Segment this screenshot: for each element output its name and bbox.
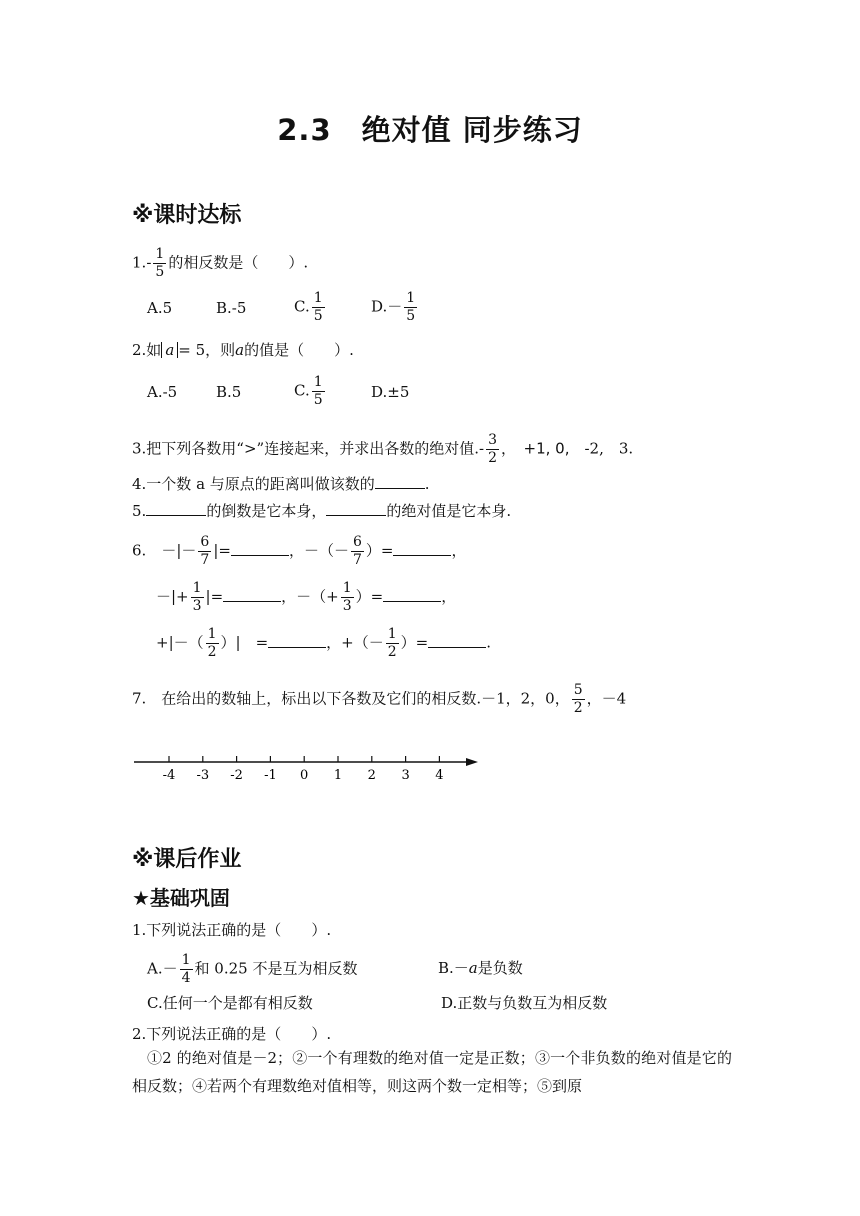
expression: ）= [365, 541, 394, 560]
fraction-denominator: 7 [352, 552, 362, 568]
option-label: A.－ [147, 959, 178, 978]
question-text: ，－4 [586, 689, 627, 708]
fraction [206, 626, 219, 661]
tick-label: -2 [230, 768, 243, 783]
homework-1-option-b [438, 958, 523, 978]
punctuation: ， [451, 541, 467, 560]
fraction [486, 432, 499, 467]
tick-label: 1 [333, 768, 343, 783]
fraction [153, 246, 166, 281]
option-label: C. [294, 297, 310, 316]
fraction-numerator: 1 [342, 580, 352, 596]
tick-label: 3 [401, 768, 410, 783]
tick-label: 4 [435, 768, 444, 783]
section-heading-class-goals: ※课时达标 [132, 203, 242, 228]
punctuation: . [486, 633, 492, 652]
option-a: A.5 [147, 299, 173, 317]
tick-label: -1 [264, 768, 277, 783]
question-5 [132, 501, 511, 521]
fraction-denominator: 2 [207, 644, 217, 660]
answer-blank[interactable] [326, 501, 386, 516]
question-6-row-1 [132, 534, 466, 569]
option-text: 和 0.25 不是互为相反数 [194, 959, 358, 978]
fraction [180, 952, 193, 987]
homework-1-option-d: D.正数与负数互为相反数 [441, 994, 608, 1012]
tick-label: 2 [367, 768, 376, 783]
answer-blank[interactable] [146, 501, 206, 516]
fraction [312, 290, 325, 325]
homework-1-option-c: C.任何一个是都有相反数 [147, 994, 313, 1012]
option-label: B.－ [438, 959, 469, 977]
fraction-numerator: 1 [313, 290, 323, 306]
fraction-numerator: 1 [181, 952, 191, 968]
homework-2-statements: ①2 的绝对值是－2；②一个有理数的绝对值一定是正数；③一个非负数的绝对值是它的相反数；④若两个有理数绝对值相等，则这两个数一定相等；⑤到原 [132, 1049, 732, 1095]
question-number: 1. [132, 253, 147, 272]
question-text: 2.如 [132, 341, 162, 359]
homework-question-1: 1.下列说法正确的是（ ）. [132, 921, 332, 939]
expression: －|+ [156, 587, 189, 606]
homework-question-2: 2.下列说法正确的是（ ）. [132, 1025, 332, 1043]
answer-blank[interactable] [223, 587, 281, 602]
question-text: 3.把下列各数用“>”连接起来，并求出各数的绝对值. [132, 439, 479, 458]
expression: +|－（ [156, 633, 204, 652]
absolute-value-variable: a [161, 342, 178, 358]
minus-sign: - [146, 253, 152, 272]
option-d [371, 290, 419, 325]
variable: a [468, 959, 478, 977]
question-2 [132, 340, 354, 360]
fraction-numerator: 1 [313, 374, 323, 390]
question-text: ，则 [205, 341, 236, 359]
question-text: . [424, 475, 430, 493]
answer-blank[interactable] [268, 633, 326, 648]
question-6-row-2 [156, 580, 456, 615]
fraction-denominator: 2 [387, 644, 397, 660]
fraction-denominator: 5 [406, 308, 416, 324]
number-line-arrow-icon [466, 758, 478, 766]
number-line-ticks [163, 756, 444, 783]
tick-label: -3 [196, 768, 210, 783]
fraction-denominator: 4 [181, 970, 191, 986]
fraction-denominator: 2 [573, 700, 583, 716]
variable: a [235, 341, 245, 359]
answer-blank[interactable] [428, 633, 486, 648]
expression: －|－ [161, 541, 197, 560]
fraction [191, 580, 204, 615]
expression: ，－（+ [281, 587, 339, 606]
fraction-numerator: 1 [387, 626, 397, 642]
option-d: D.±5 [371, 383, 410, 401]
answer-blank[interactable] [231, 541, 289, 556]
homework-1-option-a [147, 952, 357, 987]
fraction-numerator: 1 [406, 290, 416, 306]
question-1 [132, 246, 308, 281]
equation: = 5 [178, 341, 206, 359]
option-label: C. [294, 381, 310, 400]
fraction [572, 682, 585, 717]
fraction-numerator: 1 [155, 246, 165, 262]
option-a: A.-5 [147, 383, 178, 401]
option-b: B.5 [216, 383, 242, 401]
fraction-denominator: 5 [313, 308, 323, 324]
expression: ）= [400, 633, 429, 652]
fraction-numerator: 1 [207, 626, 217, 642]
punctuation: ， [441, 587, 457, 606]
expression: ）| = [220, 633, 269, 652]
expression: |= [213, 541, 231, 560]
question-text: 的值是（ ）. [244, 341, 354, 359]
fraction-numerator: 6 [352, 534, 362, 550]
page-title: 2.3 绝对值 同步练习 [277, 113, 583, 147]
tick-label: -4 [162, 768, 176, 783]
fraction-numerator: 5 [573, 682, 583, 698]
question-text: 的相反数是（ ）. [168, 253, 309, 272]
fraction-numerator: 1 [192, 580, 202, 596]
fraction [386, 626, 399, 661]
question-4 [132, 474, 430, 494]
section-heading-homework: ※课后作业 [132, 847, 242, 872]
question-text: 4.一个数 a 与原点的距离叫做该数的 [132, 475, 375, 493]
fraction-denominator: 3 [192, 598, 202, 614]
fraction-denominator: 3 [342, 598, 352, 614]
question-text: 7. 在给出的数轴上，标出以下各数及它们的相反数.－1，2，0， [132, 689, 570, 708]
option-c [294, 374, 327, 409]
question-text: 的倒数是它本身， [206, 502, 327, 520]
fraction-denominator: 5 [313, 392, 323, 408]
fraction [404, 290, 417, 325]
expression: |= [205, 587, 224, 606]
number-line [0, 745, 860, 805]
fraction [351, 534, 364, 569]
option-label: D.－ [371, 297, 403, 316]
answer-blank[interactable] [375, 474, 425, 489]
subsection-heading-basics: ★基础巩固 [132, 886, 230, 910]
question-number: 5. [132, 502, 147, 520]
fraction [312, 374, 325, 409]
answer-blank[interactable] [393, 541, 451, 556]
question-6-row-3 [156, 626, 491, 661]
question-text: 的绝对值是它本身. [386, 502, 512, 520]
fraction-denominator: 2 [488, 450, 497, 466]
number-list: ， +1, 0, [501, 439, 570, 458]
expression: ，+（－ [326, 633, 384, 652]
fraction-denominator: 5 [155, 264, 165, 280]
fraction [198, 534, 211, 569]
question-3 [132, 432, 633, 467]
expression: ，－（－ [288, 541, 349, 560]
question-7 [132, 682, 626, 717]
answer-blank[interactable] [383, 587, 441, 602]
tick-label: 0 [300, 768, 309, 783]
option-c [294, 290, 327, 325]
minus-sign: - [479, 439, 485, 458]
fraction-numerator: 3 [488, 432, 497, 448]
expression: ）= [355, 587, 384, 606]
fraction-numerator: 6 [200, 534, 210, 550]
fraction [341, 580, 354, 615]
option-b: B.-5 [216, 299, 247, 317]
option-text: 是负数 [477, 959, 523, 977]
number-list: -2, 3. [569, 439, 634, 458]
question-number: 6. [132, 541, 147, 560]
fraction-denominator: 7 [200, 552, 210, 568]
